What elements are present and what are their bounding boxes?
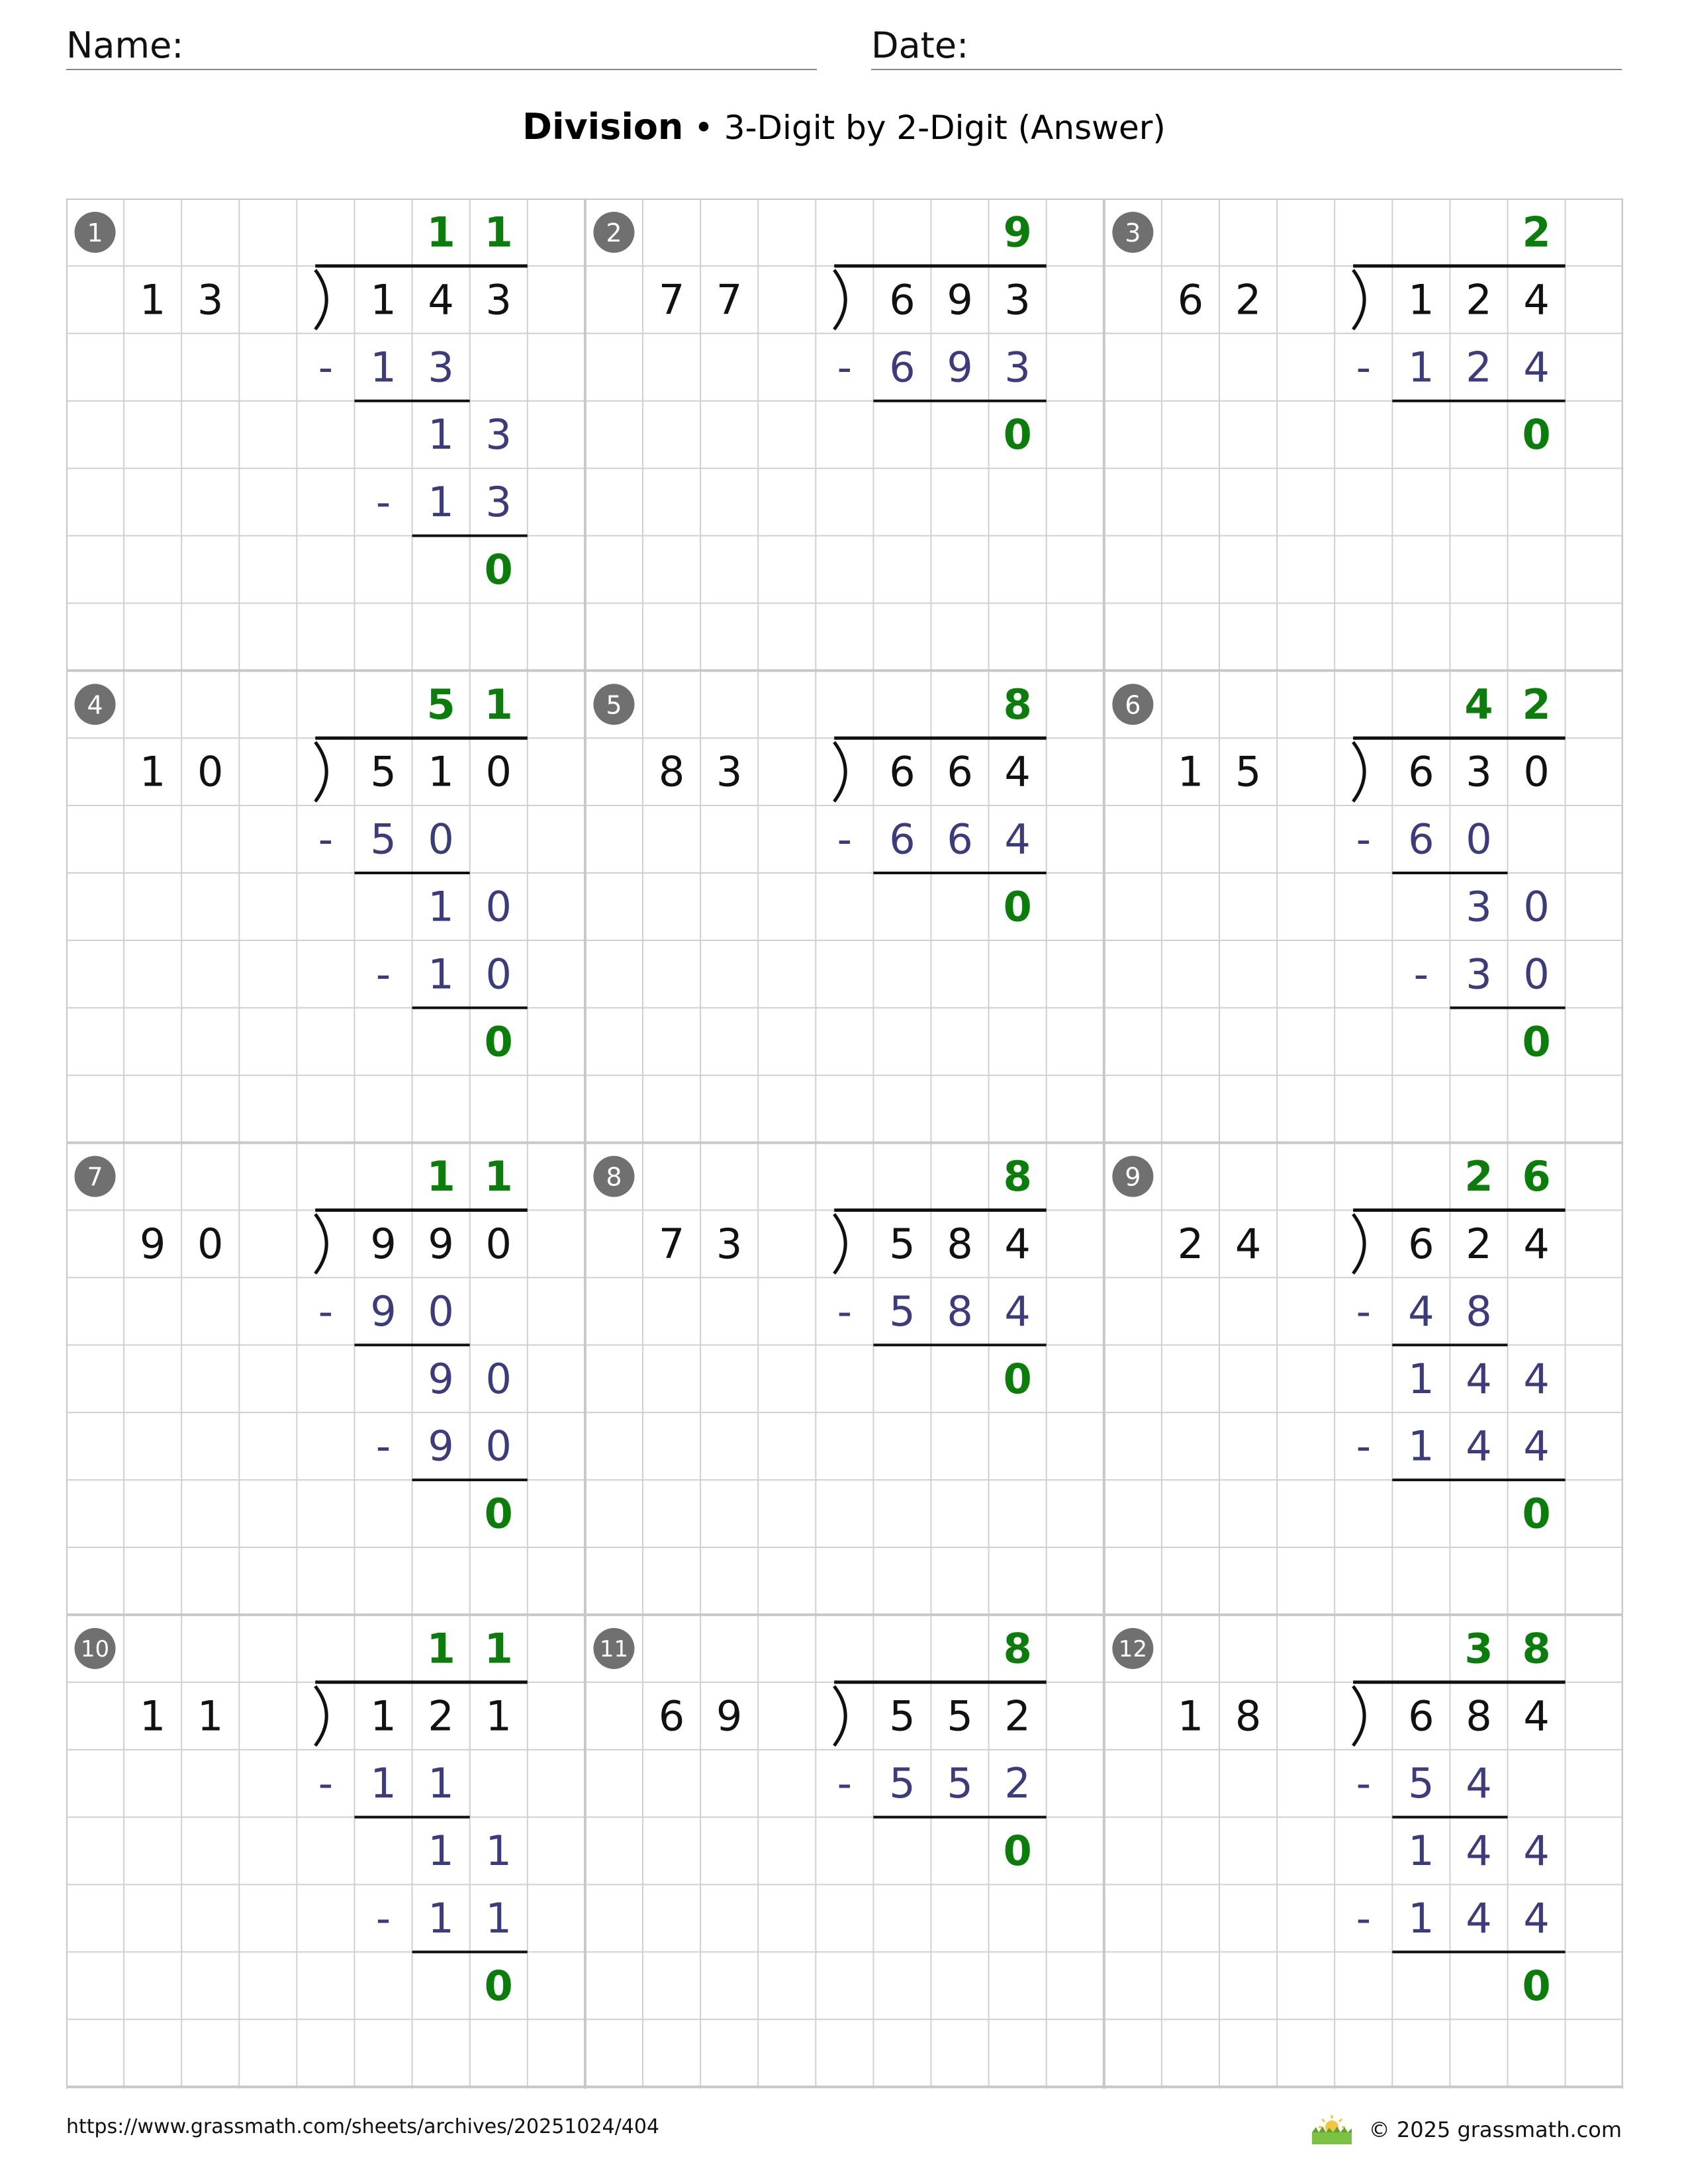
quotient-digit: 5 xyxy=(426,680,455,729)
quotient-digit: 3 xyxy=(1464,1624,1493,1673)
dividend-digit: 4 xyxy=(1523,1219,1550,1268)
dividend-digit: 8 xyxy=(947,1219,973,1268)
quotient-digit: 8 xyxy=(1522,1624,1551,1673)
divisor-digit: 3 xyxy=(716,747,743,796)
dividend-digit: 0 xyxy=(485,1219,512,1268)
subtrahend-digit: 1 xyxy=(370,1759,397,1808)
subtrahend-digit: 8 xyxy=(1466,1287,1492,1336)
dividend-digit: 6 xyxy=(1408,1219,1434,1268)
quotient-digit: 6 xyxy=(1522,1152,1551,1201)
divisor-digit: 1 xyxy=(1177,1692,1204,1741)
quotient-digit: 1 xyxy=(426,1152,455,1201)
minus-sign: - xyxy=(837,343,853,392)
divisor-digit: 1 xyxy=(139,1692,166,1741)
subtrahend-digit: 1 xyxy=(428,1759,454,1808)
divisor-digit: 0 xyxy=(197,747,224,796)
dividend-digit: 5 xyxy=(370,747,397,796)
division-bracket xyxy=(834,1686,845,1746)
division-bracket xyxy=(315,742,326,801)
problem-number: 11 xyxy=(599,1635,629,1662)
remainder-digit: 0 xyxy=(1522,410,1551,459)
division-bracket xyxy=(1353,270,1364,330)
dividend-digit: 4 xyxy=(1004,747,1031,796)
subtrahend-digit: 0 xyxy=(428,1287,454,1336)
dividend-digit: 5 xyxy=(889,1692,915,1741)
dividend-digit: 6 xyxy=(889,747,915,796)
footer-copyright: © 2025 grassmath.com xyxy=(1368,2117,1622,2142)
dividend-digit: 3 xyxy=(1004,275,1031,324)
problem-number: 7 xyxy=(87,1162,103,1192)
subtrahend-digit: 3 xyxy=(428,343,454,392)
title-main: Division xyxy=(522,106,684,148)
subtrahend-digit: 1 xyxy=(485,1893,512,1942)
minus-sign: - xyxy=(375,1422,391,1471)
title-subtitle: 3-Digit by 2-Digit (Answer) xyxy=(724,109,1166,147)
quotient-digit: 9 xyxy=(1003,208,1032,257)
dividend-digit: 6 xyxy=(889,275,915,324)
dividend-digit: 1 xyxy=(370,1692,397,1741)
partial-digit: 9 xyxy=(428,1354,454,1403)
remainder-digit: 0 xyxy=(484,1017,513,1066)
divisor-digit: 6 xyxy=(658,1692,685,1741)
dividend-digit: 4 xyxy=(1523,1692,1550,1741)
division-bracket xyxy=(834,742,845,801)
subtrahend-digit: 4 xyxy=(1004,815,1031,864)
title-separator: • xyxy=(694,109,714,147)
minus-sign: - xyxy=(318,815,334,864)
subtrahend-digit: 1 xyxy=(428,1893,454,1942)
quotient-digit: 2 xyxy=(1522,680,1551,729)
dividend-digit: 1 xyxy=(370,275,397,324)
subtrahend-digit: 4 xyxy=(1523,1893,1550,1942)
divisor-digit: 6 xyxy=(1177,275,1204,324)
partial-digit: 4 xyxy=(1466,1354,1492,1403)
subtrahend-digit: 3 xyxy=(485,478,512,527)
dividend-digit: 2 xyxy=(1466,275,1492,324)
subtrahend-digit: 6 xyxy=(1408,815,1434,864)
remainder-digit: 0 xyxy=(484,1961,513,2010)
problem-number: 2 xyxy=(606,218,622,248)
dividend-digit: 3 xyxy=(485,275,512,324)
minus-sign: - xyxy=(1356,1422,1371,1471)
minus-sign: - xyxy=(318,1759,334,1808)
subtrahend-digit: 5 xyxy=(370,815,397,864)
subtrahend-digit: 6 xyxy=(947,815,973,864)
quotient-digit: 1 xyxy=(484,1624,513,1673)
remainder-digit: 0 xyxy=(1522,1017,1551,1066)
subtrahend-digit: 0 xyxy=(428,815,454,864)
division-bracket xyxy=(834,1214,845,1274)
divisor-digit: 5 xyxy=(1235,747,1262,796)
divisor-digit: 8 xyxy=(658,747,685,796)
partial-digit: 0 xyxy=(485,1354,512,1403)
subtrahend-digit: 2 xyxy=(1004,1759,1031,1808)
dividend-digit: 0 xyxy=(1523,747,1550,796)
subtrahend-digit: 9 xyxy=(428,1422,454,1471)
quotient-digit: 1 xyxy=(484,680,513,729)
divisor-digit: 3 xyxy=(716,1219,743,1268)
quotient-digit: 2 xyxy=(1522,208,1551,257)
partial-digit: 4 xyxy=(1466,1827,1492,1876)
subtrahend-digit: 4 xyxy=(1466,1893,1492,1942)
remainder-digit: 0 xyxy=(1003,882,1032,931)
quotient-digit: 1 xyxy=(484,208,513,257)
quotient-digit: 8 xyxy=(1003,1152,1032,1201)
subtrahend-digit: 4 xyxy=(1408,1287,1434,1336)
partial-digit: 1 xyxy=(1408,1354,1434,1403)
quotient-digit: 4 xyxy=(1464,680,1493,729)
dividend-digit: 0 xyxy=(485,747,512,796)
footer-copyright-block xyxy=(1309,2114,1622,2146)
dividend-digit: 2 xyxy=(1004,1692,1031,1741)
subtrahend-digit: 0 xyxy=(1466,815,1492,864)
division-bracket xyxy=(1353,1214,1364,1274)
remainder-digit: 0 xyxy=(1522,1489,1551,1538)
partial-digit: 0 xyxy=(1523,882,1550,931)
minus-sign: - xyxy=(837,1759,853,1808)
problem-number: 5 xyxy=(606,690,622,720)
problem-number: 3 xyxy=(1125,218,1141,248)
minus-sign: - xyxy=(1356,343,1371,392)
partial-digit: 1 xyxy=(485,1827,512,1876)
date-field xyxy=(871,24,1622,70)
problem-number: 1 xyxy=(87,218,103,248)
minus-sign: - xyxy=(375,950,391,999)
dividend-digit: 8 xyxy=(1466,1692,1492,1741)
divisor-digit: 1 xyxy=(1177,747,1204,796)
subtrahend-digit: 3 xyxy=(1004,343,1031,392)
division-bracket xyxy=(834,270,845,330)
minus-sign: - xyxy=(1356,1759,1371,1808)
subtrahend-digit: 0 xyxy=(485,1422,512,1471)
partial-digit: 1 xyxy=(1408,1827,1434,1876)
name-field xyxy=(66,24,817,70)
dividend-digit: 5 xyxy=(947,1692,973,1741)
minus-sign: - xyxy=(837,815,853,864)
division-bracket xyxy=(1353,742,1364,801)
minus-sign: - xyxy=(318,343,334,392)
subtrahend-digit: 9 xyxy=(370,1287,397,1336)
subtrahend-digit: 1 xyxy=(1408,1893,1434,1942)
divisor-digit: 7 xyxy=(658,1219,685,1268)
dividend-digit: 1 xyxy=(485,1692,512,1741)
problem-number: 10 xyxy=(80,1635,110,1662)
divisor-digit: 2 xyxy=(1235,275,1262,324)
subtrahend-digit: 3 xyxy=(1466,950,1492,999)
divisor-digit: 9 xyxy=(716,1692,743,1741)
problem-number: 12 xyxy=(1118,1635,1147,1662)
divisor-digit: 3 xyxy=(197,275,224,324)
subtrahend-digit: 0 xyxy=(485,950,512,999)
dividend-digit: 6 xyxy=(1408,747,1434,796)
subtrahend-digit: 8 xyxy=(947,1287,973,1336)
quotient-digit: 1 xyxy=(426,1624,455,1673)
remainder-digit: 0 xyxy=(1003,1827,1032,1876)
remainder-digit: 0 xyxy=(484,545,513,594)
divisor-digit: 4 xyxy=(1235,1219,1262,1268)
remainder-digit: 0 xyxy=(1522,1961,1551,2010)
dividend-digit: 1 xyxy=(1408,275,1434,324)
minus-sign: - xyxy=(1356,1893,1371,1942)
divisor-digit: 0 xyxy=(197,1219,224,1268)
minus-sign: - xyxy=(1356,815,1371,864)
subtrahend-digit: 9 xyxy=(947,343,973,392)
subtrahend-digit: 1 xyxy=(1408,343,1434,392)
subtrahend-digit: 1 xyxy=(370,343,397,392)
divisor-digit: 7 xyxy=(658,275,685,324)
divisor-digit: 1 xyxy=(197,1692,224,1741)
dividend-digit: 2 xyxy=(428,1692,454,1741)
subtrahend-digit: 4 xyxy=(1004,1287,1031,1336)
minus-sign: - xyxy=(375,1893,391,1942)
division-bracket xyxy=(315,1686,326,1746)
dividend-digit: 3 xyxy=(1466,747,1492,796)
partial-digit: 0 xyxy=(485,882,512,931)
footer-url: https://www.grassmath.com/sheets/archives/20251024/404 xyxy=(66,2115,660,2138)
dividend-digit: 4 xyxy=(428,275,454,324)
dividend-digit: 4 xyxy=(1523,275,1550,324)
partial-digit: 3 xyxy=(485,410,512,459)
subtrahend-digit: 1 xyxy=(428,478,454,527)
minus-sign: - xyxy=(1356,1287,1371,1336)
subtrahend-digit: 4 xyxy=(1466,1759,1492,1808)
quotient-digit: 8 xyxy=(1003,1624,1032,1673)
worksheet-title xyxy=(0,106,1688,148)
division-bracket xyxy=(1353,1686,1364,1746)
quotient-digit: 8 xyxy=(1003,680,1032,729)
subtrahend-digit: 4 xyxy=(1523,343,1550,392)
minus-sign: - xyxy=(318,1287,334,1336)
dividend-digit: 9 xyxy=(947,275,973,324)
problem-number: 9 xyxy=(1125,1162,1141,1192)
problem-number: 6 xyxy=(1125,690,1141,720)
worksheet-grid xyxy=(66,199,1623,2089)
remainder-digit: 0 xyxy=(1003,410,1032,459)
division-bracket xyxy=(315,1214,326,1274)
remainder-digit: 0 xyxy=(484,1489,513,1538)
subtrahend-digit: 5 xyxy=(947,1759,973,1808)
divisor-digit: 1 xyxy=(139,747,166,796)
dividend-digit: 1 xyxy=(428,747,454,796)
partial-digit: 4 xyxy=(1523,1827,1550,1876)
name-label: Name: xyxy=(66,24,184,66)
minus-sign: - xyxy=(837,1287,853,1336)
minus-sign: - xyxy=(375,478,391,527)
divisor-digit: 7 xyxy=(716,275,743,324)
divisor-digit: 9 xyxy=(139,1219,166,1268)
problem-number: 8 xyxy=(606,1162,622,1192)
dividend-digit: 5 xyxy=(889,1219,915,1268)
partial-digit: 1 xyxy=(428,1827,454,1876)
divisor-digit: 1 xyxy=(139,275,166,324)
dividend-digit: 2 xyxy=(1466,1219,1492,1268)
minus-sign: - xyxy=(1413,950,1429,999)
subtrahend-digit: 1 xyxy=(428,950,454,999)
quotient-digit: 1 xyxy=(426,208,455,257)
dividend-digit: 9 xyxy=(370,1219,397,1268)
subtrahend-digit: 6 xyxy=(889,343,915,392)
subtrahend-digit: 1 xyxy=(1408,1422,1434,1471)
dividend-digit: 6 xyxy=(1408,1692,1434,1741)
partial-digit: 1 xyxy=(428,410,454,459)
subtrahend-digit: 5 xyxy=(1408,1759,1434,1808)
dividend-digit: 9 xyxy=(428,1219,454,1268)
subtrahend-digit: 2 xyxy=(1466,343,1492,392)
divisor-digit: 8 xyxy=(1235,1692,1262,1741)
problem-number: 4 xyxy=(87,690,103,720)
divisor-digit: 2 xyxy=(1177,1219,1204,1268)
dividend-digit: 6 xyxy=(947,747,973,796)
subtrahend-digit: 4 xyxy=(1523,1422,1550,1471)
subtrahend-digit: 0 xyxy=(1523,950,1550,999)
grass-sun-logo-icon xyxy=(1309,2114,1354,2146)
subtrahend-digit: 6 xyxy=(889,815,915,864)
quotient-digit: 1 xyxy=(484,1152,513,1201)
partial-digit: 4 xyxy=(1523,1354,1550,1403)
subtrahend-digit: 5 xyxy=(889,1287,915,1336)
dividend-digit: 4 xyxy=(1004,1219,1031,1268)
subtrahend-digit: 5 xyxy=(889,1759,915,1808)
remainder-digit: 0 xyxy=(1003,1354,1032,1403)
partial-digit: 3 xyxy=(1466,882,1492,931)
date-label: Date: xyxy=(871,24,969,66)
subtrahend-digit: 4 xyxy=(1466,1422,1492,1471)
quotient-digit: 2 xyxy=(1464,1152,1493,1201)
division-bracket xyxy=(315,270,326,330)
partial-digit: 1 xyxy=(428,882,454,931)
